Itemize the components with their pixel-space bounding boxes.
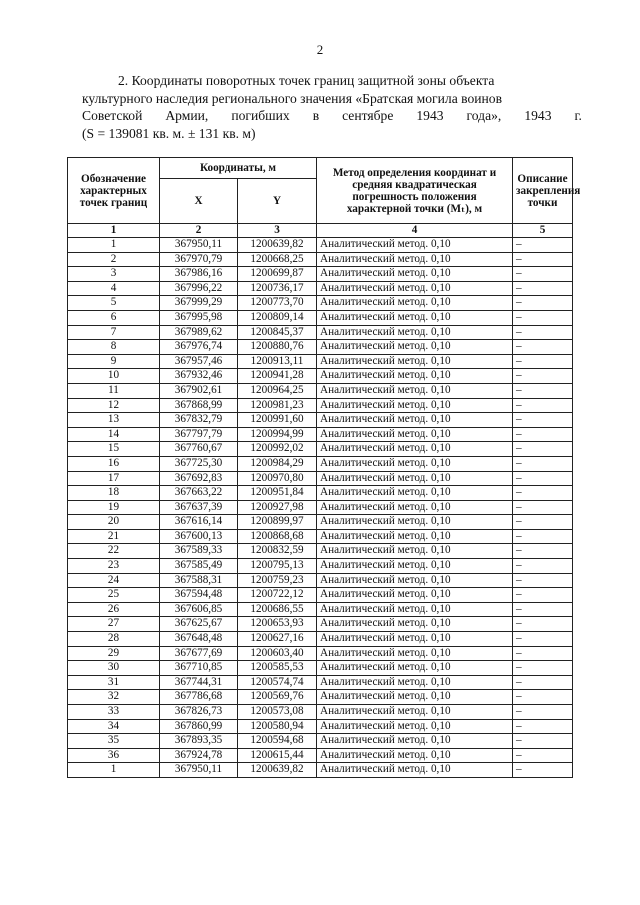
heading-word: 1943 — [416, 108, 444, 123]
y-coordinate-cell: 1200603,40 — [238, 646, 317, 661]
y-coordinate-cell: 1200981,23 — [238, 398, 317, 413]
x-coordinate-cell: 367932,46 — [160, 369, 238, 384]
x-coordinate-cell: 367786,68 — [160, 690, 238, 705]
table-row — [68, 529, 573, 544]
point-number-cell: 1 — [68, 238, 160, 253]
y-coordinate-cell: 1200573,08 — [238, 705, 317, 720]
method-cell: Аналитический метод. 0,10 — [317, 413, 513, 428]
table-row — [68, 340, 573, 355]
table-row — [68, 442, 573, 457]
table-row — [68, 252, 573, 267]
point-number-cell: 2 — [68, 252, 160, 267]
method-cell: Аналитический метод. 0,10 — [317, 734, 513, 749]
y-coordinate-cell: 1200668,25 — [238, 252, 317, 267]
description-cell: – — [513, 354, 573, 369]
point-number-cell: 32 — [68, 690, 160, 705]
point-number-cell: 29 — [68, 646, 160, 661]
description-cell: – — [513, 486, 573, 501]
x-coordinate-cell: 367989,62 — [160, 325, 238, 340]
point-number-cell: 36 — [68, 748, 160, 763]
y-coordinate-cell: 1200639,82 — [238, 763, 317, 778]
header-x: X — [160, 179, 238, 224]
point-number-cell: 18 — [68, 486, 160, 501]
point-number-cell: 7 — [68, 325, 160, 340]
y-coordinate-cell: 1200984,29 — [238, 456, 317, 471]
method-cell: Аналитический метод. 0,10 — [317, 296, 513, 311]
description-cell: – — [513, 398, 573, 413]
method-cell: Аналитический метод. 0,10 — [317, 763, 513, 778]
method-cell: Аналитический метод. 0,10 — [317, 602, 513, 617]
description-cell: – — [513, 340, 573, 355]
y-coordinate-cell: 1200899,97 — [238, 515, 317, 530]
x-coordinate-cell: 367950,11 — [160, 238, 238, 253]
y-coordinate-cell: 1200639,82 — [238, 238, 317, 253]
table-row — [68, 413, 573, 428]
point-number-cell: 34 — [68, 719, 160, 734]
x-coordinate-cell: 367616,14 — [160, 515, 238, 530]
table-row — [68, 748, 573, 763]
description-cell: – — [513, 369, 573, 384]
point-number-cell: 1 — [68, 763, 160, 778]
point-number-cell: 12 — [68, 398, 160, 413]
method-cell: Аналитический метод. 0,10 — [317, 573, 513, 588]
table-row — [68, 500, 573, 515]
method-cell: Аналитический метод. 0,10 — [317, 340, 513, 355]
y-coordinate-cell: 1200880,76 — [238, 340, 317, 355]
y-coordinate-cell: 1200970,80 — [238, 471, 317, 486]
method-cell: Аналитический метод. 0,10 — [317, 252, 513, 267]
description-cell: – — [513, 515, 573, 530]
heading-word: Советской — [82, 108, 143, 123]
point-number-cell: 21 — [68, 529, 160, 544]
point-number-cell: 8 — [68, 340, 160, 355]
table-row — [68, 675, 573, 690]
y-coordinate-cell: 1200686,55 — [238, 602, 317, 617]
x-coordinate-cell: 367600,13 — [160, 529, 238, 544]
y-coordinate-cell: 1200699,87 — [238, 267, 317, 282]
method-cell: Аналитический метод. 0,10 — [317, 559, 513, 574]
description-cell: – — [513, 281, 573, 296]
method-cell: Аналитический метод. 0,10 — [317, 661, 513, 676]
y-coordinate-cell: 1200913,11 — [238, 354, 317, 369]
description-cell: – — [513, 661, 573, 676]
method-cell: Аналитический метод. 0,10 — [317, 471, 513, 486]
header-method: Метод определения координат и средняя квадратическая погрешность положения характерной точки (Mₜ), м — [317, 158, 513, 224]
table-row — [68, 646, 573, 661]
point-number-cell: 5 — [68, 296, 160, 311]
description-cell: – — [513, 734, 573, 749]
table-row — [68, 398, 573, 413]
description-cell: – — [513, 500, 573, 515]
description-cell: – — [513, 296, 573, 311]
method-cell: Аналитический метод. 0,10 — [317, 310, 513, 325]
table-row — [68, 471, 573, 486]
table-row — [68, 632, 573, 647]
coordinates-table — [67, 157, 581, 778]
table-row — [68, 486, 573, 501]
description-cell: – — [513, 544, 573, 559]
point-number-cell: 31 — [68, 675, 160, 690]
x-coordinate-cell: 367648,48 — [160, 632, 238, 647]
description-cell: – — [513, 602, 573, 617]
header-y: Y — [238, 179, 317, 224]
method-cell: Аналитический метод. 0,10 — [317, 748, 513, 763]
table-row — [68, 719, 573, 734]
y-coordinate-cell: 1200964,25 — [238, 383, 317, 398]
method-cell: Аналитический метод. 0,10 — [317, 369, 513, 384]
description-cell: – — [513, 267, 573, 282]
point-number-cell: 6 — [68, 310, 160, 325]
method-cell: Аналитический метод. 0,10 — [317, 486, 513, 501]
method-cell: Аналитический метод. 0,10 — [317, 544, 513, 559]
point-number-cell: 22 — [68, 544, 160, 559]
y-coordinate-cell: 1200868,68 — [238, 529, 317, 544]
description-cell: – — [513, 471, 573, 486]
method-cell: Аналитический метод. 0,10 — [317, 617, 513, 632]
x-coordinate-cell: 367950,11 — [160, 763, 238, 778]
table-row — [68, 281, 573, 296]
method-cell: Аналитический метод. 0,10 — [317, 456, 513, 471]
table-row — [68, 354, 573, 369]
description-cell: – — [513, 310, 573, 325]
method-cell: Аналитический метод. 0,10 — [317, 675, 513, 690]
table-row — [68, 310, 573, 325]
method-cell: Аналитический метод. 0,10 — [317, 442, 513, 457]
method-cell: Аналитический метод. 0,10 — [317, 705, 513, 720]
y-coordinate-cell: 1200992,02 — [238, 442, 317, 457]
table-row — [68, 705, 573, 720]
point-number-cell: 14 — [68, 427, 160, 442]
y-coordinate-cell: 1200832,59 — [238, 544, 317, 559]
point-number-cell: 20 — [68, 515, 160, 530]
description-cell: – — [513, 427, 573, 442]
table-row — [68, 573, 573, 588]
col-number-2: 2 — [160, 224, 238, 238]
point-number-cell: 11 — [68, 383, 160, 398]
header-point: Обозначение характерных точек границ — [68, 158, 160, 224]
point-number-cell: 26 — [68, 602, 160, 617]
description-cell: – — [513, 705, 573, 720]
description-cell: – — [513, 456, 573, 471]
x-coordinate-cell: 367868,99 — [160, 398, 238, 413]
description-cell: – — [513, 748, 573, 763]
heading-word: 1943 — [524, 108, 552, 123]
y-coordinate-cell: 1200809,14 — [238, 310, 317, 325]
y-coordinate-cell: 1200991,60 — [238, 413, 317, 428]
method-cell: Аналитический метод. 0,10 — [317, 500, 513, 515]
heading-word: погибших — [231, 108, 290, 123]
x-coordinate-cell: 367637,39 — [160, 500, 238, 515]
y-coordinate-cell: 1200722,12 — [238, 588, 317, 603]
x-coordinate-cell: 367744,31 — [160, 675, 238, 690]
x-coordinate-cell: 367585,49 — [160, 559, 238, 574]
point-number-cell: 13 — [68, 413, 160, 428]
y-coordinate-cell: 1200994,99 — [238, 427, 317, 442]
table-row — [68, 602, 573, 617]
description-cell: – — [513, 325, 573, 340]
table-row — [68, 238, 573, 253]
description-cell: – — [513, 238, 573, 253]
heading-word: г. — [574, 108, 582, 123]
table-body — [68, 238, 573, 778]
point-number-cell: 9 — [68, 354, 160, 369]
point-number-cell: 28 — [68, 632, 160, 647]
y-coordinate-cell: 1200951,84 — [238, 486, 317, 501]
heading-line-1: 2. Координаты поворотных точек границ защитной зоны объекта — [118, 73, 495, 88]
col-number-5: 5 — [513, 224, 573, 238]
table-row — [68, 734, 573, 749]
x-coordinate-cell: 367594,48 — [160, 588, 238, 603]
table-row — [68, 427, 573, 442]
table-row — [68, 588, 573, 603]
y-coordinate-cell: 1200773,70 — [238, 296, 317, 311]
method-cell: Аналитический метод. 0,10 — [317, 588, 513, 603]
y-coordinate-cell: 1200574,74 — [238, 675, 317, 690]
y-coordinate-cell: 1200736,17 — [238, 281, 317, 296]
method-cell: Аналитический метод. 0,10 — [317, 646, 513, 661]
description-cell: – — [513, 573, 573, 588]
method-cell: Аналитический метод. 0,10 — [317, 325, 513, 340]
x-coordinate-cell: 367986,16 — [160, 267, 238, 282]
point-number-cell: 16 — [68, 456, 160, 471]
y-coordinate-cell: 1200569,76 — [238, 690, 317, 705]
x-coordinate-cell: 367760,67 — [160, 442, 238, 457]
method-cell: Аналитический метод. 0,10 — [317, 238, 513, 253]
method-cell: Аналитический метод. 0,10 — [317, 632, 513, 647]
description-cell: – — [513, 383, 573, 398]
x-coordinate-cell: 367893,35 — [160, 734, 238, 749]
method-cell: Аналитический метод. 0,10 — [317, 515, 513, 530]
x-coordinate-cell: 367725,30 — [160, 456, 238, 471]
description-cell: – — [513, 675, 573, 690]
x-coordinate-cell: 367970,79 — [160, 252, 238, 267]
x-coordinate-cell: 367826,73 — [160, 705, 238, 720]
x-coordinate-cell: 367588,31 — [160, 573, 238, 588]
description-cell: – — [513, 719, 573, 734]
description-cell: – — [513, 646, 573, 661]
point-number-cell: 15 — [68, 442, 160, 457]
y-coordinate-cell: 1200627,16 — [238, 632, 317, 647]
table-row — [68, 515, 573, 530]
x-coordinate-cell: 367924,78 — [160, 748, 238, 763]
table-row — [68, 383, 573, 398]
description-cell: – — [513, 617, 573, 632]
heading-line-2: культурного наследия регионального значения «Братская могила воинов — [82, 90, 503, 106]
table-row — [68, 267, 573, 282]
section-heading — [82, 72, 582, 142]
table-row — [68, 661, 573, 676]
description-cell: – — [513, 442, 573, 457]
point-number-cell: 19 — [68, 500, 160, 515]
method-cell: Аналитический метод. 0,10 — [317, 354, 513, 369]
point-number-cell: 17 — [68, 471, 160, 486]
y-coordinate-cell: 1200585,53 — [238, 661, 317, 676]
method-cell: Аналитический метод. 0,10 — [317, 719, 513, 734]
col-number-4: 4 — [317, 224, 513, 238]
method-cell: Аналитический метод. 0,10 — [317, 383, 513, 398]
x-coordinate-cell: 367832,79 — [160, 413, 238, 428]
description-cell: – — [513, 763, 573, 778]
x-coordinate-cell: 367860,99 — [160, 719, 238, 734]
method-cell: Аналитический метод. 0,10 — [317, 690, 513, 705]
point-number-cell: 24 — [68, 573, 160, 588]
x-coordinate-cell: 367692,83 — [160, 471, 238, 486]
point-number-cell: 4 — [68, 281, 160, 296]
description-cell: – — [513, 690, 573, 705]
point-number-cell: 23 — [68, 559, 160, 574]
point-number-cell: 3 — [68, 267, 160, 282]
heading-line-4: (S = 139081 кв. м. ± 131 кв. м) — [82, 125, 256, 141]
col-number-1: 1 — [68, 224, 160, 238]
point-number-cell: 35 — [68, 734, 160, 749]
y-coordinate-cell: 1200615,44 — [238, 748, 317, 763]
table-row — [68, 369, 573, 384]
table-row — [68, 296, 573, 311]
header-coords: Координаты, м — [160, 158, 317, 179]
table-row — [68, 544, 573, 559]
description-cell: – — [513, 588, 573, 603]
description-cell: – — [513, 413, 573, 428]
x-coordinate-cell: 367995,98 — [160, 310, 238, 325]
x-coordinate-cell: 367996,22 — [160, 281, 238, 296]
point-number-cell: 25 — [68, 588, 160, 603]
x-coordinate-cell: 367976,74 — [160, 340, 238, 355]
y-coordinate-cell: 1200653,93 — [238, 617, 317, 632]
x-coordinate-cell: 367710,85 — [160, 661, 238, 676]
y-coordinate-cell: 1200845,37 — [238, 325, 317, 340]
method-cell: Аналитический метод. 0,10 — [317, 427, 513, 442]
description-cell: – — [513, 529, 573, 544]
description-cell: – — [513, 632, 573, 647]
point-number-cell: 10 — [68, 369, 160, 384]
table-row — [68, 763, 573, 778]
y-coordinate-cell: 1200941,28 — [238, 369, 317, 384]
x-coordinate-cell: 367999,29 — [160, 296, 238, 311]
point-number-cell: 30 — [68, 661, 160, 676]
point-number-cell: 33 — [68, 705, 160, 720]
method-cell: Аналитический метод. 0,10 — [317, 529, 513, 544]
x-coordinate-cell: 367625,67 — [160, 617, 238, 632]
heading-word: в — [312, 108, 320, 123]
heading-word: Армии, — [165, 108, 209, 123]
table-row — [68, 325, 573, 340]
method-cell: Аналитический метод. 0,10 — [317, 281, 513, 296]
description-cell: – — [513, 252, 573, 267]
y-coordinate-cell: 1200759,23 — [238, 573, 317, 588]
table-row — [68, 559, 573, 574]
heading-word: сентябре — [342, 108, 394, 123]
x-coordinate-cell: 367957,46 — [160, 354, 238, 369]
x-coordinate-cell: 367606,85 — [160, 602, 238, 617]
table-row — [68, 456, 573, 471]
x-coordinate-cell: 367663,22 — [160, 486, 238, 501]
y-coordinate-cell: 1200580,94 — [238, 719, 317, 734]
table-row — [68, 617, 573, 632]
x-coordinate-cell: 367589,33 — [160, 544, 238, 559]
x-coordinate-cell: 367797,79 — [160, 427, 238, 442]
y-coordinate-cell: 1200795,13 — [238, 559, 317, 574]
point-number-cell: 27 — [68, 617, 160, 632]
x-coordinate-cell: 367902,61 — [160, 383, 238, 398]
heading-line-3 — [82, 107, 582, 125]
description-cell: – — [513, 559, 573, 574]
x-coordinate-cell: 367677,69 — [160, 646, 238, 661]
heading-word: года», — [466, 108, 502, 123]
table-row — [68, 690, 573, 705]
col-number-3: 3 — [238, 224, 317, 238]
method-cell: Аналитический метод. 0,10 — [317, 267, 513, 282]
page-number: 2 — [316, 42, 324, 57]
y-coordinate-cell: 1200594,68 — [238, 734, 317, 749]
y-coordinate-cell: 1200927,98 — [238, 500, 317, 515]
header-desc: Описание закрепления точки — [513, 158, 573, 224]
method-cell: Аналитический метод. 0,10 — [317, 398, 513, 413]
